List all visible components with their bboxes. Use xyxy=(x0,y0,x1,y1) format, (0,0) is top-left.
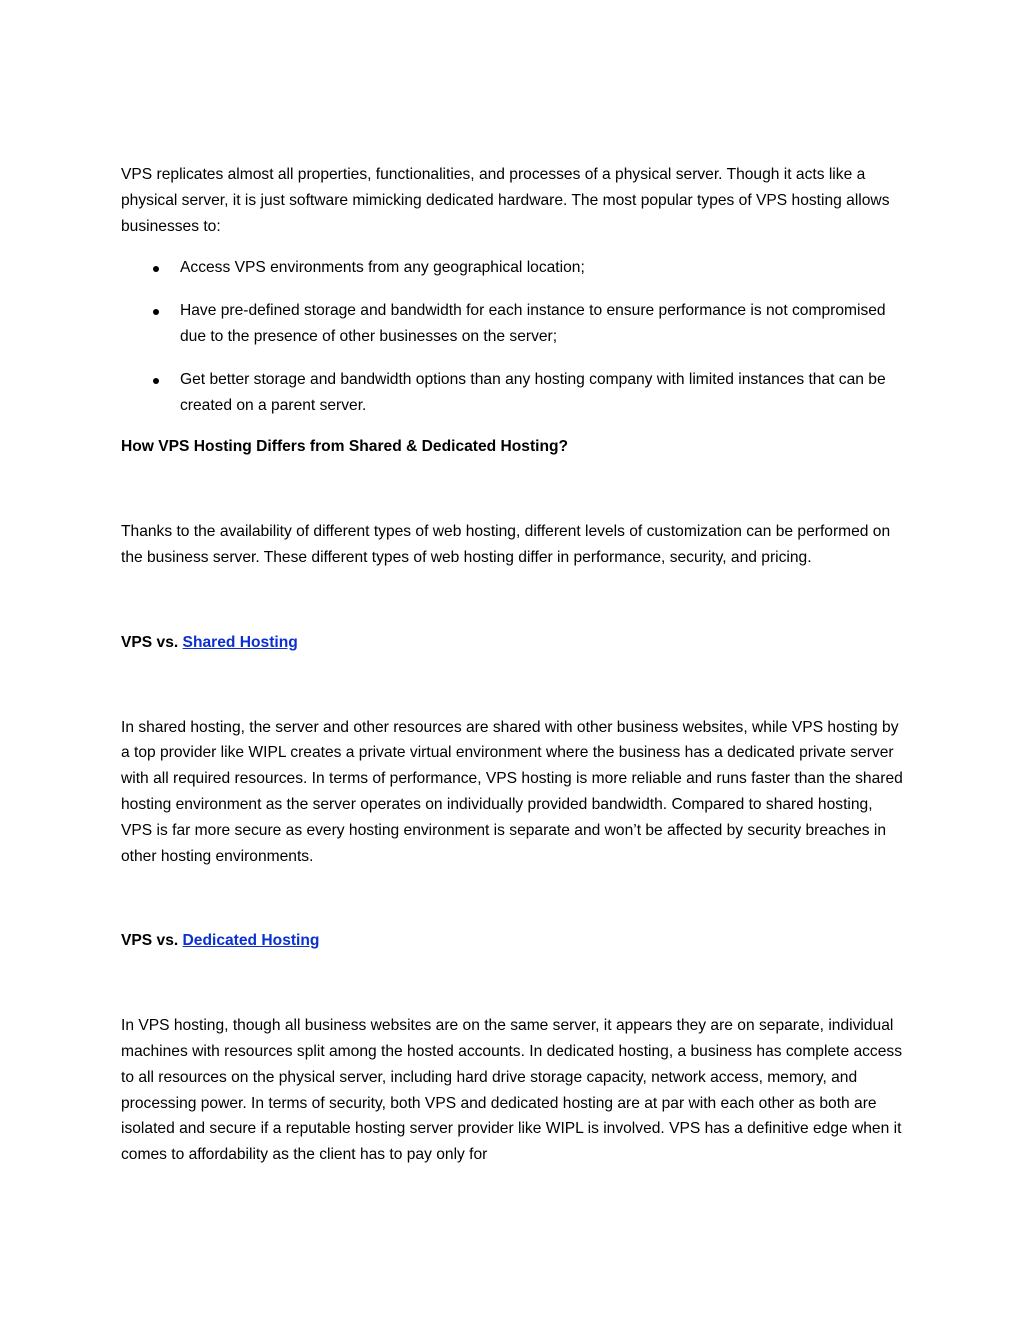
bullet-icon xyxy=(153,378,159,384)
bullet-icon xyxy=(153,266,159,272)
dedicated-hosting-heading xyxy=(121,928,907,954)
list-item-text: Get better storage and bandwidth options than any hosting company with limited instances that can be created on a parent server. xyxy=(180,370,886,414)
dedicated-hosting-link[interactable]: Dedicated Hosting xyxy=(182,932,320,950)
heading-prefix: VPS vs. xyxy=(121,633,183,651)
document-page xyxy=(121,162,907,1168)
intro-paragraph: VPS replicates almost all properties, functionalities, and processes of a physical server. Though it acts like a physical server, it is just software mimicking dedicated hardware. The most popular types of VPS hosting allows businesses to: xyxy=(121,166,890,235)
bullet-icon xyxy=(153,309,159,315)
dedicated-hosting-paragraph: In VPS hosting, though all business websites are on the same server, it appears they are on separate, individual machines with resources split among the hosted accounts. In dedicated hosting, a business has complete access to all resources on the physical server, including hard drive storage capacity, network access, memory, and processing power. In terms of security, both VPS and dedicated hosting are at par with each other as both are isolated and secure if a reputable hosting server provider like WIPL is involved. VPS has a definitive edge when it comes to affordability as the client has to pay only for xyxy=(121,1017,902,1164)
list-item xyxy=(121,298,907,350)
section-heading: How VPS Hosting Differs from Shared & Dedicated Hosting? xyxy=(121,438,569,456)
list-item-text: Access VPS environments from any geographical location; xyxy=(180,259,585,277)
list-item xyxy=(121,367,907,419)
types-paragraph: Thanks to the availability of different types of web hosting, different levels of customization can be performed on the business server. These different types of web hosting differ in performance, security, and pricing. xyxy=(121,523,891,566)
benefits-list xyxy=(121,255,907,418)
heading-prefix: VPS vs. xyxy=(121,932,183,950)
list-item-text: Have pre-defined storage and bandwidth for each instance to ensure performance is not compromised due to the presence of other businesses on the server; xyxy=(180,302,886,345)
shared-hosting-heading xyxy=(121,630,907,656)
shared-hosting-paragraph: In shared hosting, the server and other resources are shared with other business websites, while VPS hosting by a top provider like WIPL creates a private virtual environment where the business has a dedicated private server with all required resources. In terms of performance, VPS hosting is more reliable and runs faster than the shared hosting environment as the server operates on individually provided bandwidth. Compared to shared hosting, VPS is far more secure as every hosting environment is separate and won’t be affected by security breaches in other hosting environments. xyxy=(121,718,903,865)
shared-hosting-link[interactable]: Shared Hosting xyxy=(182,633,298,651)
list-item xyxy=(121,255,907,281)
